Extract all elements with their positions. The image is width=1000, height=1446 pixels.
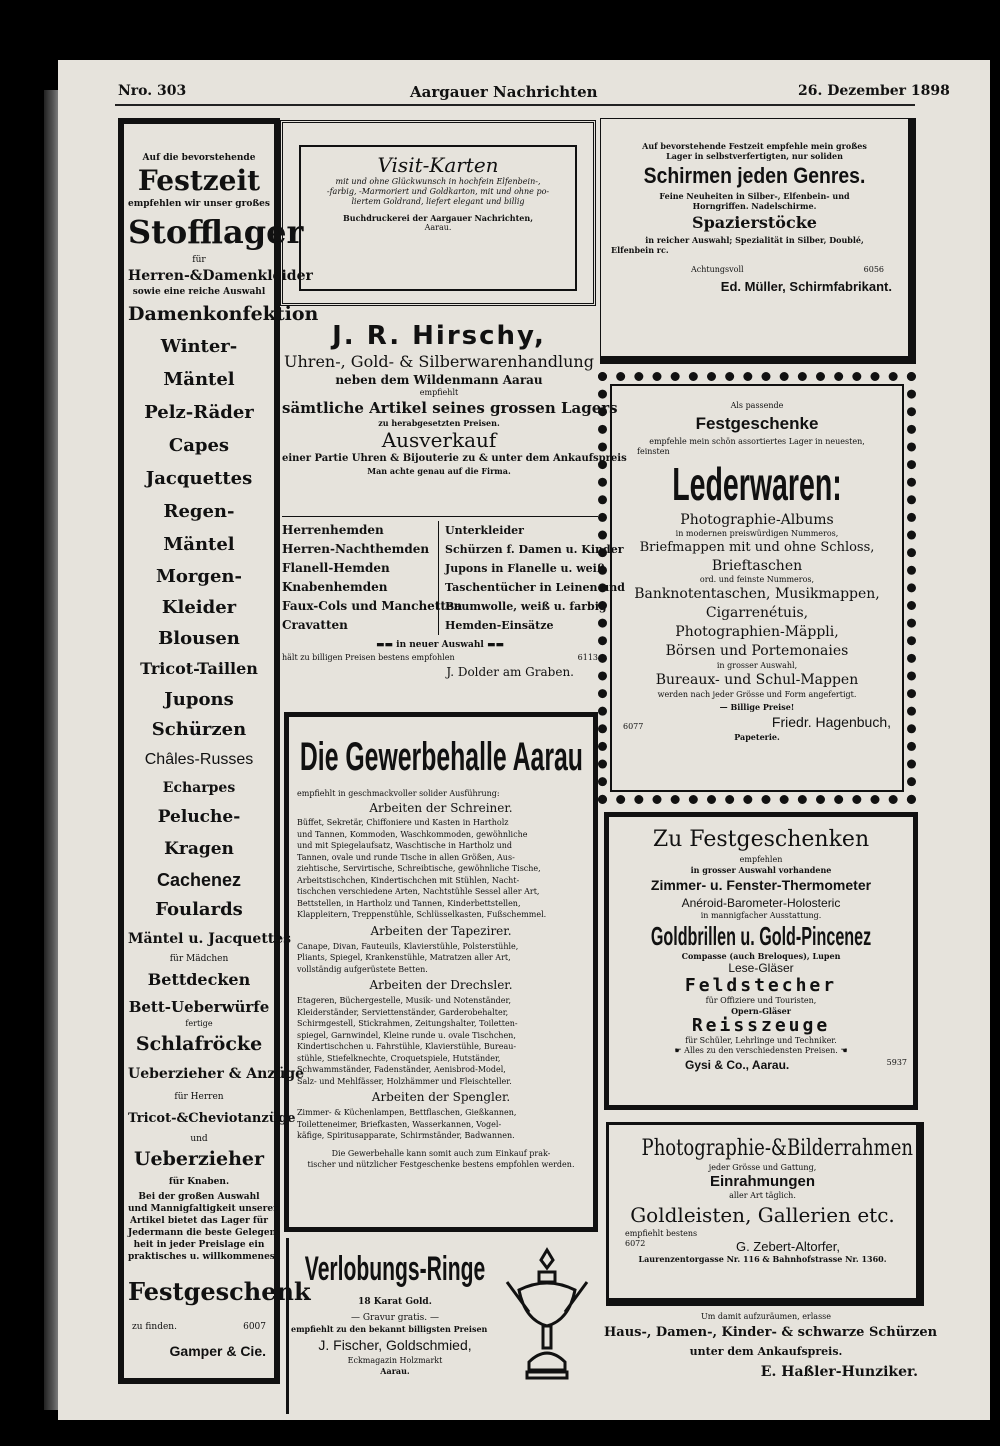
gamper-item: Blousen — [158, 628, 240, 649]
hirschy-line3: empfiehlt — [419, 388, 459, 397]
dolder-item: Cravatten — [282, 618, 348, 632]
mueller-line1: Auf bevorstehende Festzeit empfehle mein großes — [642, 141, 867, 151]
gysi-line12: Reisszeuge — [691, 1015, 831, 1036]
dolder-haelt: hält zu billigen Preisen bestens empfohlen — [282, 653, 455, 662]
gamper-intro: Auf die bevorstehende — [142, 153, 256, 163]
gamper-herren: Herren-&Damenkleider — [128, 268, 313, 284]
zebert-line3: aller Art täglich. — [729, 1191, 796, 1200]
hirschy-ad — [282, 314, 627, 514]
fischer-firm: J. Fischer, Goldschmied, — [318, 1337, 472, 1353]
hirschy-line5: zu herabgesetzten Preisen. — [378, 418, 500, 428]
zebert-firm: G. Zebert-Altorfer, — [735, 1239, 840, 1254]
fischer-city: Aarau. — [380, 1366, 410, 1376]
gamper-fertige: fertige — [185, 1019, 213, 1028]
hagenbuch-firm: Friedr. Hagenbuch, — [771, 714, 891, 730]
gewerbe-line: stühle, Stiefelknechte, Croquetspiele, Hutständer, — [297, 1053, 501, 1063]
hagenbuch-item: werden nach jeder Grösse und Form angefertigt. — [657, 690, 857, 699]
gewerbe-line: Etageren, Büchergestelle, Musik- und Notenständer, — [297, 996, 511, 1005]
gamper-body-line: Bei der großen Auswahl — [138, 1192, 260, 1202]
hagenbuch-line1: Als passende — [730, 401, 784, 410]
gamper-ueberzieher-anzuege: Ueberzieher & Anzüge — [128, 1066, 305, 1082]
gamper-item: Capes — [168, 435, 230, 456]
fischer-line1: 18 Karat Gold. — [358, 1297, 432, 1307]
zebert-ad — [606, 1122, 924, 1306]
mueller-number: 6056 — [863, 265, 884, 274]
gewerbe-line: Canape, Divan, Fauteuils, Klavierstühle, Polsterstühle, — [297, 941, 519, 951]
gamper-body-line: und Mannigfaltigkeit unserer — [128, 1204, 278, 1214]
mueller-achtung: Achtungsvoll — [691, 265, 744, 274]
gewerbe-line: Kleiderständer, Serviettenständer, Garderobehalter, — [297, 1007, 509, 1017]
hirschy-line7: einer Partie Uhren & Bijouterie zu & unter dem Ankaufspreis — [282, 453, 627, 464]
gysi-line14: Alles zu den verschiedensten Preisen. — [684, 1046, 838, 1055]
fischer-addr: Eckmagazin Holzmarkt — [347, 1356, 443, 1365]
gamper-fuer-knaben: für Knaben. — [168, 1177, 230, 1187]
fischer-line3: empfiehlt zu den bekannt billigsten Preisen — [291, 1324, 488, 1334]
hand-pointer-icon: ☚ — [840, 1046, 848, 1055]
dolder-neue: in neuer Auswahl — [396, 640, 484, 650]
gamper-item: Foulards — [155, 899, 243, 920]
hagenbuch-item: Brieftaschen — [711, 558, 803, 574]
gysi-line7: Compasse (auch Breloques), Lupen — [681, 951, 841, 961]
gewerbe-line: und Tannen, Kommoden, Waschkommoden, gewöhnliche — [297, 829, 528, 839]
visitenkarten-ad — [280, 120, 596, 306]
gewerbe-section: Arbeiten der Drechsler. — [369, 978, 513, 992]
gamper-item: Damenkonfektion — [128, 303, 319, 325]
hagenbuch-item: Bureaux- und Schul-Mappen — [655, 672, 859, 688]
hassler-line3: unter dem Ankaufspreis. — [689, 1345, 843, 1358]
hagenbuch-title: Lederwaren: — [672, 458, 842, 510]
gamper-item: Jacquettes — [145, 468, 253, 489]
gamper-item: Regen-Mäntel — [163, 501, 235, 555]
gysi-line11: Opern-Gläser — [731, 1006, 791, 1016]
hagenbuch-item: Briefmappen mit und ohne Schloss, — [639, 540, 875, 555]
mueller-line3: Feine Neuheiten in Silber-, Elfenbein- und — [659, 191, 850, 201]
gysi-line3: Zimmer- u. Fenster-Thermometer — [650, 877, 872, 893]
gysi-line10: für Offiziere und Touristen, — [705, 996, 817, 1005]
issue-date: 26. Dezember 1898 — [798, 83, 950, 99]
mueller-title: Schirmen jeden Genres. — [643, 163, 866, 188]
fischer-title: Verlobungs-Ringe — [304, 1250, 486, 1288]
gewerbe-line: Zimmer- & Küchenlampen, Bettflaschen, Gießkannen, — [297, 1108, 517, 1117]
mueller-line5: in reicher Auswahl; Spezialität in Silber, Doublé, — [645, 235, 864, 245]
dolder-item: Knabenhemden — [282, 580, 388, 594]
dolder-item: Baumwolle, weiß u. farbig — [445, 600, 607, 613]
hirschy-line2: neben dem Wildenmann Aarau — [335, 373, 543, 387]
hassler-line2: Haus-, Damen-, Kinder- & schwarze Schürzen — [604, 1325, 938, 1340]
dolder-firm: J. Dolder am Graben. — [446, 665, 574, 679]
visit-line: liertem Goldrand, liefert elegant und billig — [351, 197, 525, 206]
gewerbe-intro: empfiehlt in geschmackvoller solider Ausführung: — [297, 789, 500, 798]
gamper-ueberzieher: Ueberzieher — [133, 1148, 265, 1170]
gamper-sowie: sowie eine reiche Auswahl — [132, 287, 266, 297]
gewerbe-line: Büffet, Sekretär, Chiffoniere und Kasten in Hartholz — [297, 818, 509, 827]
mueller-line2: Lager in selbstverfertigten, nur soliden — [666, 151, 843, 161]
gamper-fuer-herren: für Herren — [174, 1092, 224, 1102]
gewerbe-line: und mit Spiegelaufsatz, Waschtische in Hartholz und — [297, 841, 513, 850]
gamper-item: Winter-Mäntel — [160, 336, 238, 390]
hagenbuch-line4: feinsten — [637, 447, 670, 456]
hirschy-line4: sämtliche Artikel seines grossen Lagers — [282, 399, 618, 417]
gamper-body-line: Artikel bietet das Lager für — [130, 1216, 268, 1226]
gewerbe-line: Kindertischchen u. Fahrstühle, Klavierstühle, Bureau- — [297, 1042, 517, 1051]
gamper-item: Mäntel u. Jacquettes — [128, 931, 292, 947]
zebert-line5: empfiehlt bestens — [625, 1229, 698, 1238]
hagenbuch-item: Banknotentaschen, Musikmappen, — [634, 586, 880, 602]
gamper-item: Tricot-Taillen — [140, 659, 258, 678]
gysi-line1: empfehlen — [739, 855, 783, 864]
fischer-line2: Gravur gratis. — [362, 1313, 428, 1323]
visit-printer: Buchdruckerei der Aargauer Nachrichten, — [342, 213, 533, 223]
gewerbe-line: Toiletteneimer, Briefkasten, Wasserkannen, Vogel- — [297, 1119, 502, 1129]
gewerbe-line: ziehtische, Servirtische, Schreibtische, gewöhnliche Tische, — [297, 864, 541, 873]
hagenbuch-billig: Billige Preise! — [730, 702, 795, 712]
zebert-title: Photographie-&Bilderrahmen — [641, 1136, 914, 1161]
gamper-stofflager: Stofflager — [128, 213, 304, 251]
gamper-item: Châles-Russes — [144, 751, 254, 768]
gewerbe-line: käfige, Spiritusapparate, Schirmständer, Badwannen. — [297, 1131, 515, 1140]
dolder-item: Herrenhemden — [282, 523, 384, 537]
mueller-line6: Elfenbein rc. — [611, 245, 669, 255]
hassler-line1: Um damit aufzuräumen, erlasse — [700, 1312, 832, 1321]
gysi-line8: Lese-Gläser — [728, 961, 794, 975]
gamper-festgeschenk: Festgeschenk — [128, 1277, 311, 1306]
zebert-addr: Laurenzentorgasse Nr. 116 & Bahnhofstrasse Nr. 1360. — [638, 1254, 887, 1264]
hagenbuch-sub: Papeterie. — [734, 732, 780, 742]
gewerbe-line: Tannen, ovale und runde Tische in allen Größen, Aus- — [297, 852, 515, 862]
gamper-item: Morgen-Kleider — [155, 566, 242, 618]
gysi-line2: in grosser Auswahl vorhandene — [690, 865, 832, 875]
gamper-item: Cachenez — [156, 870, 242, 890]
gysi-firm: Gysi & Co., Aarau. — [685, 1058, 790, 1072]
gewerbe-line: vollständig aufgerüstete Betten. — [297, 964, 428, 974]
gewerbe-section: Arbeiten der Tapezirer. — [370, 923, 512, 938]
gamper-body-line: Jedermann die beste Gelegen- — [128, 1228, 280, 1238]
gamper-item: Peluche-Kragen — [157, 807, 241, 859]
visit-line: -farbig, -Marmoriert und Goldkarton, mit und ohne po- — [326, 187, 550, 196]
gamper-body-line: heit in jeder Preislage ein — [133, 1240, 265, 1250]
dolder-item: Hemden-Einsätze — [445, 619, 554, 632]
gamper-bett: Bett-Ueberwürfe — [128, 998, 270, 1016]
gamper-firm: Gamper & Cie. — [169, 1343, 266, 1359]
dolder-item: Schürzen f. Damen u. Kinder — [445, 543, 624, 556]
zebert-line2: Einrahmungen — [709, 1173, 815, 1190]
hirschy-line1: Uhren-, Gold- & Silberwarenhandlung — [284, 352, 594, 371]
gamper-item: Echarpes — [162, 780, 236, 796]
visit-title: Visit-Karten — [377, 153, 499, 177]
gewerbe-line: Salz- und Mehlfässer, Holzhämmer und Fleischteller. — [297, 1076, 512, 1086]
trophy-cup-icon — [499, 1242, 595, 1392]
gewerbe-outro: Die Gewerbehalle kann somit auch zum Einkauf prak- — [331, 1148, 551, 1158]
dolder-item: Unterkleider — [445, 524, 524, 537]
gysi-line5: in mannigfacher Ausstattung. — [700, 911, 822, 920]
gamper-fuer: für — [192, 255, 206, 265]
dolder-item: Taschentücher in Leinen und — [445, 581, 625, 594]
gysi-line4: Anéroid-Barometer-Holosteric — [681, 896, 841, 910]
hagenbuch-item: Photographien-Mäppli, — [675, 624, 839, 640]
gamper-bettdecken: Bettdecken — [147, 970, 251, 989]
zebert-line1: jeder Grösse und Gattung, — [708, 1163, 817, 1172]
gewerbe-title: Die Gewerbehalle Aarau — [299, 735, 583, 779]
hirschy-line8: Man achte genau auf die Firma. — [367, 466, 511, 476]
visit-place: Aarau. — [424, 223, 452, 232]
gysi-line9: Feldstecher — [684, 975, 838, 996]
hirschy-ausverkauf: Ausverkauf — [381, 428, 497, 452]
dolder-ad: Herrenhemden Herren-Nachthemden Flanell-Hemden Knabenhemden Faux-Cols und Manchetten Cravatten Unterkleider Schürzen f. Damen u. Kinder Jupons in Flanelle u. weiß Taschentücher in Leinen und Baumwolle, weiß u. farbig Hemden-Einsätze ▬▬ in neuer Auswahl ▬▬ hält zu billigen Preisen bestens empfohlen 6113 J. Dolder am Graben. — [282, 516, 598, 708]
hagenbuch-item: Börsen und Portemonaies — [665, 643, 849, 659]
issue-number: Nro. 303 — [118, 83, 187, 99]
gysi-title: Zu Festgeschenken — [652, 827, 870, 852]
mueller-spazier: Spazierstöcke — [692, 213, 817, 232]
gamper-body-line: praktisches u. willkommenes — [128, 1252, 275, 1262]
gysi-number: 5937 — [886, 1058, 907, 1067]
hagenbuch-number: 6077 — [623, 722, 644, 731]
gysi-line6: Goldbrillen u. Gold-Pincenez — [650, 921, 872, 951]
gysi-line13: für Schüler, Lehrlinge und Techniker. — [685, 1036, 837, 1045]
gewerbe-line: Schwammständer, Fadenständer, Aenisbrod-Model, — [297, 1065, 506, 1074]
zebert-number: 6072 — [625, 1239, 646, 1248]
header-rule — [115, 104, 915, 106]
dolder-item: Flanell-Hemden — [282, 561, 390, 575]
gewerbe-section: Arbeiten der Schreiner. — [369, 801, 513, 815]
gamper-tricot: Tricot-&Cheviotanzüge — [128, 1111, 296, 1126]
gewerbehalle-ad — [284, 712, 598, 1232]
gewerbe-line: Pliants, Spiegel, Krankenstühle, Matratzen aller Art, — [297, 953, 511, 962]
dolder-item: Jupons in Flanelle u. weiß — [445, 562, 606, 575]
dolder-number: 6113 — [577, 653, 598, 662]
hassler-firm: E. Haßler-Hunziker. — [760, 1364, 918, 1380]
visit-line: mit und ohne Glückwunsch in hochfein Elfenbein-, — [335, 177, 541, 186]
gewerbe-outro: tischer und nützlicher Festgeschenke bestens empfohlen werden. — [307, 1160, 575, 1169]
gamper-und: und — [190, 1134, 208, 1144]
gamper-fuer-maedchen: für Mädchen — [169, 954, 229, 964]
gewerbe-line: Arbeitstischchen, Kindertischchen mit Stühlen, Nacht- — [297, 875, 520, 885]
gewerbe-line: Schirmgestell, Stickrahmen, Zeitungshalter, Toiletten- — [297, 1019, 518, 1028]
gamper-zu-finden: zu finden. — [132, 1322, 177, 1332]
dolder-item: Herren-Nachthemden — [282, 542, 430, 556]
hirschy-name: J. R. Hirschy, — [332, 321, 546, 351]
gamper-item: Jupons — [164, 689, 234, 710]
hassler-ad — [604, 1308, 938, 1408]
gamper-number: 6007 — [243, 1322, 266, 1332]
dolder-item: Faux-Cols und Manchetten — [282, 599, 463, 613]
hagenbuch-item: Photographie-Albums — [680, 512, 834, 528]
hagenbuch-item: in grosser Auswahl, — [716, 661, 798, 670]
gamper-item: Schürzen — [151, 719, 247, 740]
gysi-ad — [604, 812, 918, 1110]
fischer-ad: Verlobungs-Ringe 18 Karat Gold. — Gravur gratis. — empfiehlt zu den bekannt billigsten Preisen J. Fischer, Goldschmied, Eckmagazin Holzmarkt Aarau. — [286, 1238, 596, 1414]
hagenbuch-ad: Als passende Festgeschenke empfehle mein schön assortiertes Lager in neuesten, feinsten Lederwaren: Photographie-Albums in modernen preiswürdigen Nummeros, Briefmappen mit und ohne Schloss, Brieftaschen ord. und feinste Nummeros, Banknotentaschen, Musikmappen, Cigarrenétuis, Photographien-Mäppli, Börsen und Portemonaies in grosser Auswahl, Bureaux- und Schul-Mappen werden nach jeder Grösse und Form angefertigt. — Billige Preise! 6077 Friedr. Hagenbuch, Papeterie. — [598, 372, 916, 804]
hagenbuch-item: in modernen preiswürdigen Nummeros, — [675, 529, 839, 538]
gamper-empfehlen: empfehlen wir unser großes — [128, 199, 270, 209]
gamper-schlafroecke: Schlafröcke — [135, 1033, 263, 1055]
gewerbe-line: Klappleitern, Treppenstühle, Schlüsselkasten, Fußschemmel. — [297, 910, 547, 919]
zebert-line4: Goldleisten, Gallerien etc. — [630, 1203, 895, 1227]
newspaper-title: Aargauer Nachrichten — [410, 83, 598, 101]
gewerbe-line: tischchen verschiedene Arten, Nachtstühle Sessel aller Art, — [297, 887, 540, 896]
hagenbuch-item: ord. und feinste Nummeros, — [699, 575, 815, 584]
mueller-ad — [600, 118, 916, 364]
gewerbe-line: spiegel, Garnwindel, Kleine runde u. ovale Tischchen, — [297, 1030, 516, 1040]
hagenbuch-item: Cigarrenétuis, — [705, 605, 809, 621]
gamper-item: Pelz-Räder — [144, 402, 254, 423]
hagenbuch-line3: empfehle mein schön assortiertes Lager in neuesten, — [649, 437, 865, 446]
gewerbe-section: Arbeiten der Spengler. — [371, 1090, 511, 1104]
hand-pointer-icon: ☛ — [674, 1046, 682, 1055]
gewerbe-line: Bettstellen, in Hartholz und Tannen, Kinderbettstellen, — [297, 898, 521, 908]
gamper-festzeit: Festzeit — [137, 164, 261, 197]
hagenbuch-festgeschenke: Festgeschenke — [695, 414, 819, 433]
mueller-line4: Horngriffen. Nadelschirme. — [692, 201, 817, 211]
mueller-firm: Ed. Müller, Schirmfabrikant. — [720, 279, 892, 294]
